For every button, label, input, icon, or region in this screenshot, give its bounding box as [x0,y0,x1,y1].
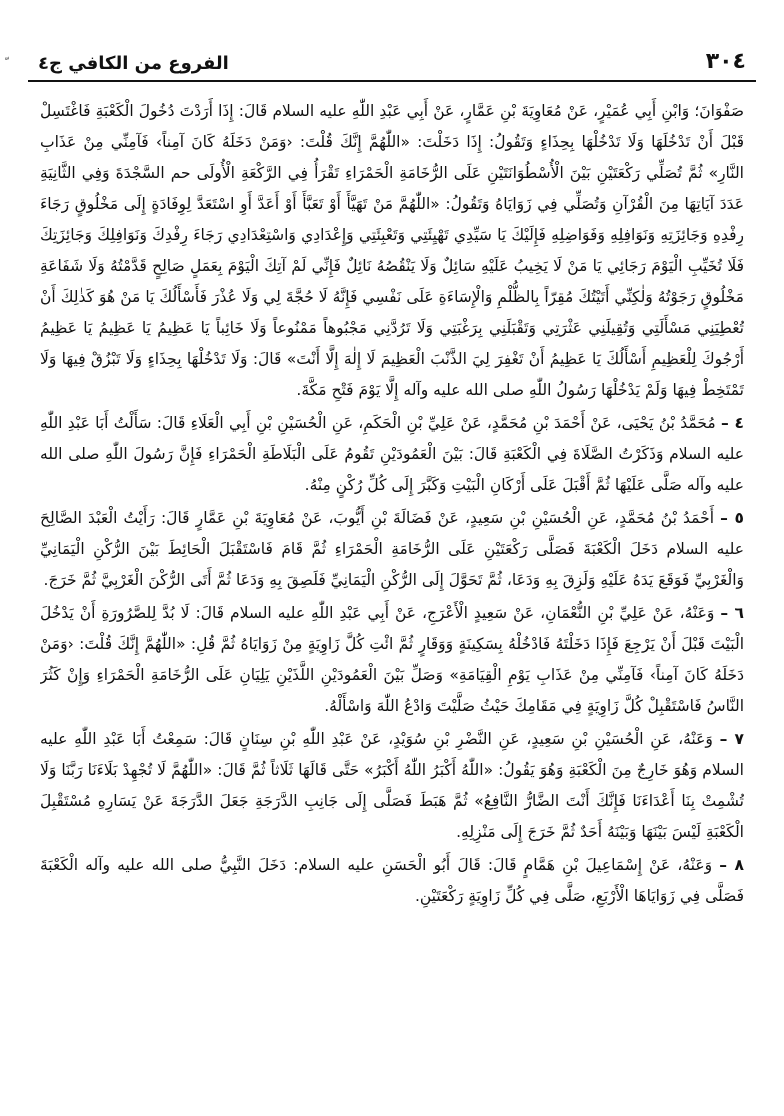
page-header [28,42,756,82]
running-title: الفروع من الكافي ج٤ [38,53,229,74]
page-body [40,96,744,1104]
hadith-5 [40,503,744,596]
hadith-8 [40,850,744,912]
paragraph-text: مُحَمَّدُ بْنُ يَحْيَى، عَنْ أَحْمَدَ بْنِ مُحَمَّدٍ، عَنْ عَلِيِّ بْنِ الْحَكَمِ، عَنِ الْحُسَيْنِ بْنِ أَبِي الْعَلَاءِ قَالَ: سَأَلْتُ أَبَا عَبْدِ اللّٰهِ عليه السلام وَذَكَرْتُ الصَّلَاةَ فِي الْكَعْبَةِ قَالَ: بَيْنَ الْعَمُودَيْنِ تَقُومُ عَلَى الْبَلَاطَةِ الْحَمْرَاءِ فَإِنَّ رَسُولَ اللّٰهِ صلى الله عليه وآله صَلَّى عَلَيْهَا ثُمَّ أَقْبَلَ عَلَى أَرْكَانِ الْبَيْتِ وَكَبَّرَ إِلَى كُلِّ رُكْنٍ مِنْهُ. [40,414,744,494]
hadith-number: ٤ – [720,414,744,432]
hadith-number: ٧ – [719,730,744,748]
paragraph-text: وَعَنْهُ، عَنِ الْحُسَيْنِ بْنِ سَعِيدٍ، عَنِ النَّضْرِ بْنِ سُوَيْدٍ، عَنْ عَبْدِ اللّٰهِ بْنِ سِنَانٍ قَالَ: سَمِعْتُ أَبَا عَبْدِ اللّٰهِ عليه السلام وَهُوَ خَارِجٌ مِنَ الْكَعْبَةِ وَهُوَ يَقُولُ: «اللّٰهُ أَكْبَرُ اللّٰهُ أَكْبَرُ» حَتَّى قَالَهَا ثَلَاثاً ثُمَّ قَالَ: «اللّٰهُمَّ لَا تُجْهِدْ بَلَاءَنَا رَبَّنَا وَلَا تُشْمِتْ بِنَا أَعْدَاءَنَا فَإِنَّكَ أَنْتَ الضَّارُّ النَّافِعُ» ثُمَّ هَبَطَ فَصَلَّى إِلَى جَانِبِ الدَّرَجَةِ جَعَلَ الدَّرَجَةَ عَنْ يَسَارِهِ مُسْتَقْبِلَ الْكَعْبَةِ لَيْسَ بَيْنَهَا وَبَيْنَهُ أَحَدٌ ثُمَّ خَرَجَ إِلَى مَنْزِلِهِ. [40,730,744,841]
hadith-number: ٨ – [719,856,744,874]
paragraph-text: أَحْمَدُ بْنُ مُحَمَّدٍ، عَنِ الْحُسَيْنِ بْنِ سَعِيدٍ، عَنْ فَضَالَةَ بْنِ أَيُّوبَ، عَنْ مُعَاوِيَةَ بْنِ عَمَّارٍ قَالَ: رَأَيْتُ الْعَبْدَ الصَّالِحَ عليه السلام دَخَلَ الْكَعْبَةَ فَصَلَّى رَكْعَتَيْنِ عَلَى الرُّخَامَةِ الْحَمْرَاءِ ثُمَّ قَامَ فَاسْتَقْبَلَ الْحَائِطَ بَيْنَ الرُّكْنِ الْيَمَانِيِّ وَالْغَرْبِيِّ فَوَقَعَ يَدَهُ عَلَيْهِ وَلَزِقَ بِهِ وَدَعَا، ثُمَّ تَحَوَّلَ إِلَى الرُّكْنِ الْيَمَانِيِّ فَلَصِقَ بِهِ وَدَعَا ثُمَّ أَتَى الرُّكْنَ الْغَرْبِيَّ ثُمَّ خَرَجَ. [40,509,744,589]
paragraph-text: وَعَنْهُ، عَنْ عَلِيِّ بْنِ النُّعْمَانِ، عَنْ سَعِيدٍ الْأَعْرَجِ، عَنْ أَبِي عَبْدِ اللّٰهِ عليه السلام قَالَ: لَا بُدَّ لِلصَّرُورَةِ أَنْ يَدْخُلَ الْبَيْتَ قَبْلَ أَنْ يَرْجِعَ فَإِذَا دَخَلْتَهُ فَادْخُلْهُ بِسَكِينَةٍ وَوَقَارٍ ثُمَّ ائْتِ كُلَّ زَاوِيَةٍ مِنْ زَوَايَاهُ ثُمَّ قُلِ: «اللّٰهُمَّ إِنَّكَ قُلْتَ: ‹وَمَنْ دَخَلَهُ كَانَ آمِناً› فَآمِنِّي مِنْ عَذَابِ يَوْمِ الْقِيَامَةِ» وَصَلِّ بَيْنَ الْعَمُودَيْنِ اللَّذَيْنِ يَلِيَانِ عَلَى الرُّخَامَةِ الْحَمْرَاءِ وَإِنْ كَثُرَ النَّاسُ فَاسْتَقْبِلْ كُلَّ زَاوِيَةٍ فِي مَقَامِكَ حَيْثُ صَلَّيْتَ وَادْعُ اللّٰهَ وَاسْأَلْهُ. [40,604,744,715]
page-number: ٣٠٤ [705,49,746,74]
hadith-number: ٥ – [720,509,744,527]
hadith-number: ٦ – [720,604,744,622]
hadith-6 [40,598,744,722]
paragraph-continuation [40,96,744,406]
hadith-7 [40,724,744,848]
paragraph-text: وَعَنْهُ، عَنْ إِسْمَاعِيلَ بْنِ هَمَّامٍ قَالَ: قَالَ أَبُو الْحَسَنِ عليه السلام: دَخَلَ النَّبِيُّ صلى الله عليه وآله الْكَعْبَةَ فَصَلَّى فِي زَوَايَاهَا الْأَرْبَعِ، صَلَّى فِي كُلِّ زَاوِيَةٍ رَكْعَتَيْنِ. [40,856,744,905]
paragraph-text: صَفْوَانَ؛ وَابْنِ أَبِي عُمَيْرٍ، عَنْ مُعَاوِيَةَ بْنِ عَمَّارٍ، عَنْ أَبِي عَبْدِ اللّٰهِ عليه السلام قَالَ: إِذَا أَرَدْتَ دُخُولَ الْكَعْبَةِ فَاغْتَسِلْ قَبْلَ أَنْ تَدْخُلَهَا وَلَا تَدْخُلْهَا بِحِذَاءٍ وَتَقُولُ: إِذَا دَخَلْتَ: «اللّٰهُمَّ إِنَّكَ قُلْتَ: ‹وَمَنْ دَخَلَهُ كَانَ آمِناً› فَآمِنِّي مِنْ عَذَابِ النَّارِ» ثُمَّ تُصَلِّي رَكْعَتَيْنِ بَيْنَ الْأُسْطُوَانَتَيْنِ عَلَى الرُّخَامَةِ الْحَمْرَاءِ تَقْرَأُ فِي الرَّكْعَةِ الْأُولَى حم السَّجْدَةَ وَفِي الثَّانِيَةِ عَدَدَ آيَاتِهَا مِنَ الْقُرْآنِ وَتُصَلِّي فِي زَوَايَاهُ وَتَقُولُ: «اللّٰهُمَّ مَنْ تَهَيَّأَ أَوْ تَعَبَّأَ أَوْ أَعَدَّ أَوِ اسْتَعَدَّ لِوِفَادَةٍ إِلَى مَخْلُوقٍ رَجَاءَ رِفْدِهِ وَجَائِزَتِهِ وَنَوَافِلِهِ وَفَوَاضِلِهِ فَإِلَيْكَ يَا سَيِّدِي تَهْيِئَتِي وَتَعْبِئَتِي وَإِعْدَادِي وَاسْتِعْدَادِي رَجَاءَ رِفْدِكَ وَنَوَافِلِكَ وَجَائِزَتِكَ فَلَا تُخَيِّبِ الْيَوْمَ رَجَائِي يَا مَنْ لَا يَخِيبُ عَلَيْهِ سَائِلٌ وَلَا يَنْقُصُهُ نَائِلٌ فَإِنِّي لَمْ آتِكَ الْيَوْمَ بِعَمَلٍ صَالِحٍ قَدَّمْتُهُ وَلَا شَفَاعَةِ مَخْلُوقٍ رَجَوْتُهُ وَلٰكِنِّي أَتَيْتُكَ مُقِرّاً بِالظُّلْمِ وَالْإِسَاءَةِ عَلَى نَفْسِي فَإِنَّهُ لَا حُجَّةَ لِي وَلَا عُذْرَ فَأَسْأَلُكَ يَا مَنْ هُوَ كَذٰلِكَ أَنْ تُعْطِيَنِي مَسْأَلَتِي وَتُقِيلَنِي عَثْرَتِي وَتَقْبَلَنِي بِرَغْبَتِي وَلَا تَرُدَّنِي مَجْبُوهاً مَمْنُوعاً وَلَا خَائِباً يَا عَظِيمُ يَا عَظِيمُ يَا عَظِيمُ أَرْجُوكَ لِلْعَظِيمِ أَسْأَلُكَ يَا عَظِيمُ أَنْ تَغْفِرَ لِيَ الذَّنْبَ الْعَظِيمَ لَا إِلٰهَ إِلَّا أَنْتَ» قَالَ: وَلَا تَدْخُلْهَا بِحِذَاءٍ وَلَا تَبْزُقْ فِيهَا وَلَا تَمْتَخِطْ فِيهَا وَلَمْ يَدْخُلْهَا رَسُولُ اللّٰهِ صلى الله عليه وآله إِلَّا يَوْمَ فَتْحِ مَكَّةَ. [40,102,744,399]
hadith-4 [40,408,744,501]
